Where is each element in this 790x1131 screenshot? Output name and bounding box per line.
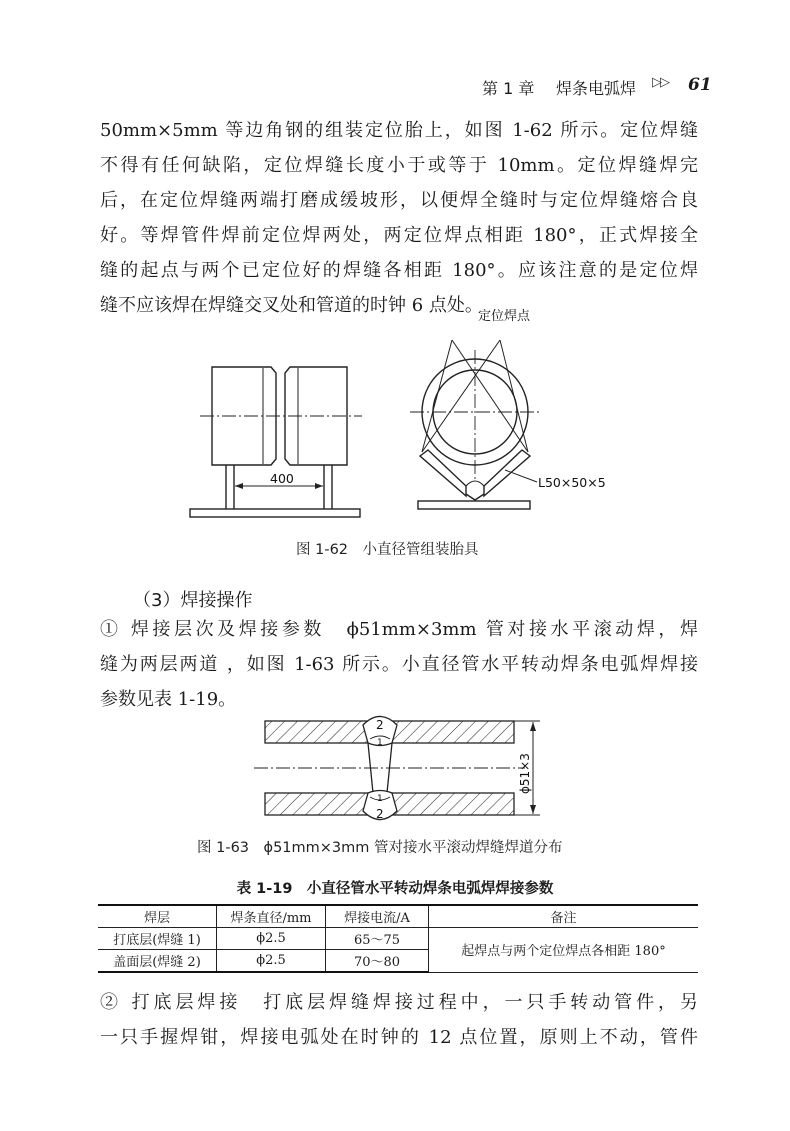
pipe-wall-bottom-right — [392, 793, 514, 815]
page-number: 61 — [688, 75, 712, 95]
diameter-label: ϕ51×3 — [518, 753, 532, 794]
paragraph-3 — [100, 985, 698, 1055]
table-cell: ϕ2.5 — [217, 928, 326, 950]
text-line: ② 打底层焊接 打底层焊缝焊接过程中，一只手转动管件，另 — [100, 992, 698, 1013]
bead-top-inner-label: 1 — [377, 738, 383, 748]
text-line: 50mm×5mm 等边角钢的组装定位胎上，如图 1-62 所示。定位焊缝 — [100, 120, 698, 141]
double-arrow-icon: ▷▷ — [652, 75, 668, 90]
column-header: 备注 — [429, 905, 699, 928]
column-header: 焊层 — [98, 905, 217, 928]
text-line: 缝的起点与两个已定位好的焊缝各相距 180°。应该注意的是定位焊 — [100, 260, 698, 281]
dimension-400-label: 400 — [270, 471, 294, 486]
table-row — [98, 928, 698, 950]
text-line: 后，在定位焊缝两端打磨成缓坡形，以便焊全缝时与定位焊缝熔合良 — [100, 190, 698, 211]
figure-1-63-caption: 图 1-63 ϕ51mm×3mm 管对接水平滚动焊缝焊道分布 — [197, 840, 563, 856]
welding-parameters-table — [98, 904, 698, 973]
chapter-title: 焊条电弧焊 — [556, 79, 637, 98]
pipe-wall-top-right — [392, 721, 514, 743]
remark-cell: 起焊点与两个定位焊点各相距 180° — [429, 928, 699, 973]
chapter-label: 第 1 章 — [482, 79, 535, 98]
table-cell: 70～80 — [326, 950, 429, 973]
angle-iron-label: L50×50×5 — [538, 475, 606, 490]
column-header: 焊接电流/A — [326, 905, 429, 928]
text-line: 缝不应该焊在焊缝交叉处和管道的时钟 6 点处。 — [100, 295, 483, 316]
figure-1-62-caption: 图 1-62 小直径管组装胎具 — [296, 542, 479, 558]
table-cell: 65～75 — [326, 928, 429, 950]
tack-point-label: 定位焊点 — [478, 309, 531, 324]
table-cell: 打底层(焊缝 1) — [98, 928, 217, 950]
pipe-wall-bottom-left — [265, 793, 368, 815]
table-header-row — [98, 905, 698, 928]
text-line: 一只手握焊钳，焊接电弧处在时钟的 12 点位置，原则上不动，管件 — [100, 1027, 698, 1048]
text-line: ① 焊接层次及焊接参数 ϕ51mm×3mm 管对接水平滚动焊，焊 — [100, 619, 698, 640]
bead-top-label: 2 — [376, 718, 384, 732]
bead-bottom-label: 2 — [376, 807, 384, 821]
bead-bottom-inner-label: 1 — [377, 794, 383, 804]
text-line: 缝为两层两道 ，如图 1-63 所示。小直径管水平转动焊条电弧焊焊接 — [100, 654, 698, 675]
section-title: （3）焊接操作 — [133, 590, 253, 611]
table-title: 表 1-19 小直径管水平转动焊条电弧焊焊接参数 — [236, 881, 554, 897]
table-cell: ϕ2.5 — [217, 950, 326, 973]
text-line: 不得有任何缺陷，定位焊缝长度小于或等于 10mm。定位焊缝焊完 — [100, 155, 698, 176]
text-line: 好。等焊管件焊前定位焊两处，两定位焊点相距 180°，正式焊接全 — [100, 225, 698, 246]
text-line: 参数见表 1-19。 — [100, 689, 237, 710]
pipe-wall-top-left — [265, 721, 368, 743]
column-header: 焊条直径/mm — [217, 905, 326, 928]
table-cell: 盖面层(焊缝 2) — [98, 950, 217, 973]
